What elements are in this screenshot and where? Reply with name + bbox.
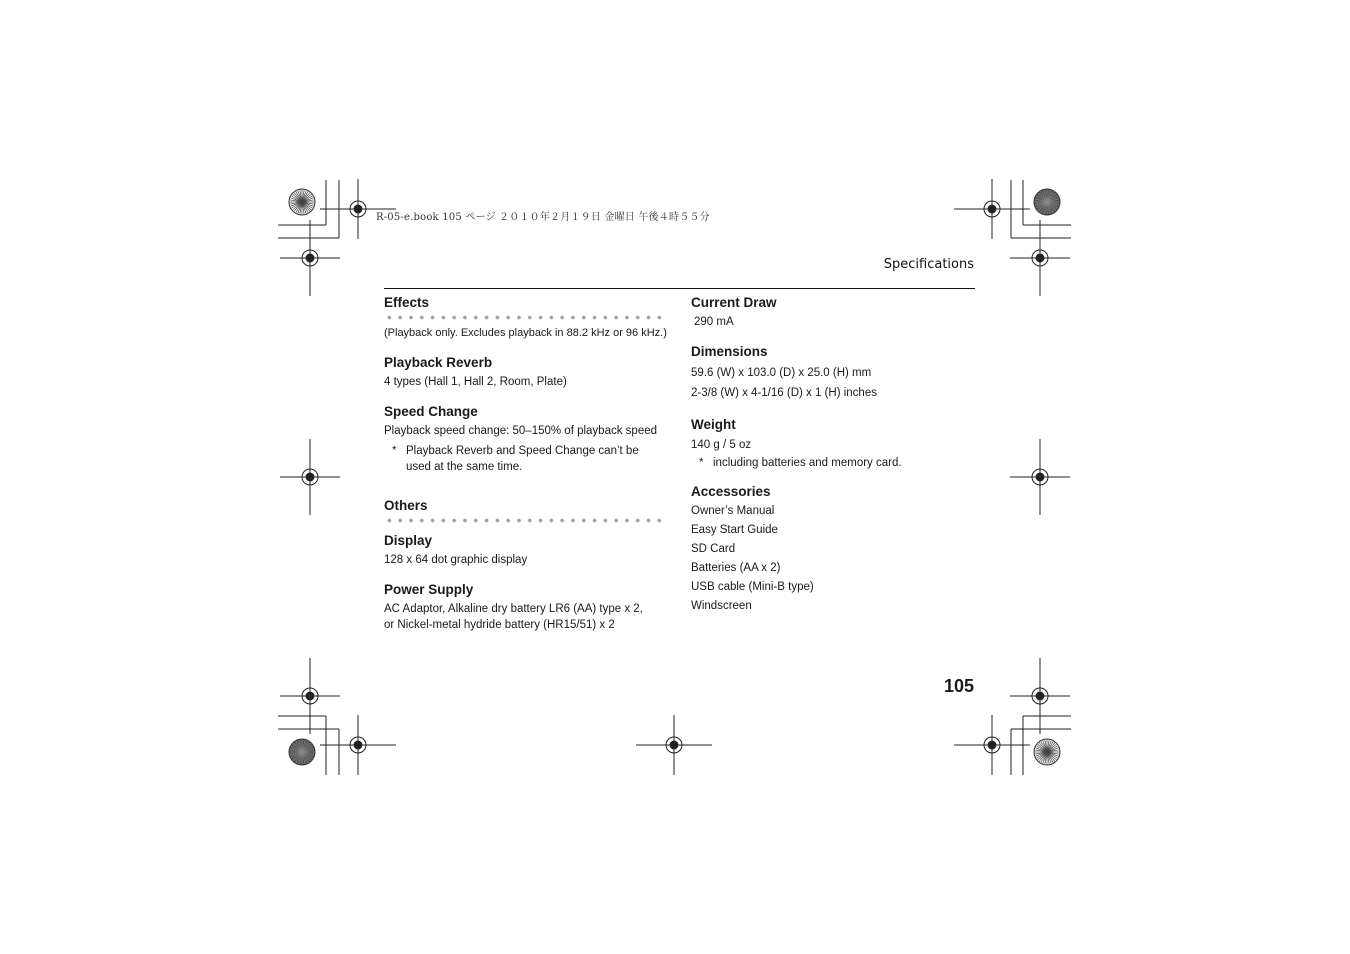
heading-playback-reverb: Playback Reverb <box>384 355 493 370</box>
text-speed-change: Playback speed change: 50–150% of playback speed <box>384 425 658 437</box>
footnote-weight <box>691 455 976 471</box>
text-weight: 140 g / 5 oz <box>691 439 752 451</box>
footnote-text: including batteries and memory card. <box>713 457 902 469</box>
star-wheel-icon <box>289 739 315 765</box>
star-wheel-icon <box>1034 739 1060 765</box>
footnote-mark: * <box>392 445 397 457</box>
page-number: 105 <box>943 676 974 696</box>
registration-target-icon <box>1010 439 1070 515</box>
text-playback-reverb: 4 types (Hall 1, Hall 2, Room, Plate) <box>384 376 567 388</box>
heading-dimensions: Dimensions <box>691 344 768 359</box>
list-item: Easy Start Guide <box>691 524 778 536</box>
text-current-draw: 290 mA <box>694 316 734 328</box>
section-dotted-rule <box>384 314 666 321</box>
registration-target-icon <box>1010 220 1070 296</box>
star-wheel-icon <box>1034 189 1060 215</box>
star-wheel-icon <box>289 189 315 215</box>
list-item: Batteries (AA x 2) <box>691 562 781 574</box>
registration-target-icon <box>1010 658 1070 734</box>
registration-target-icon <box>954 715 1030 775</box>
list-item: Owner’s Manual <box>691 505 775 517</box>
running-head: Specifications <box>883 257 974 272</box>
registration-target-icon <box>320 715 396 775</box>
registration-target-icon <box>954 179 1030 239</box>
footnote-mark: * <box>699 457 704 469</box>
registration-target-icon <box>280 439 340 515</box>
effects-note: (Playback only. Excludes playback in 88.2 kHz or 96 kHz.) <box>384 327 667 339</box>
heading-accessories: Accessories <box>691 484 771 499</box>
heading-speed-change: Speed Change <box>384 404 478 419</box>
text-display: 128 x 64 dot graphic display <box>384 554 528 566</box>
right-column <box>691 294 976 616</box>
heading-power-supply: Power Supply <box>384 582 474 597</box>
text-power-supply-line2: or Nickel-metal hydride battery (HR15/51) x 2 <box>384 619 615 631</box>
list-item: USB cable (Mini-B type) <box>691 581 814 593</box>
header-rule <box>384 288 975 289</box>
accessories-list <box>691 502 976 616</box>
heading-weight: Weight <box>691 417 736 432</box>
footnote-text: Playback Reverb and Speed Change can’t be used at the same time. <box>406 445 639 473</box>
registration-target-icon <box>280 220 340 296</box>
print-header: R-05-e.book 105 ページ ２０１０年２月１９日 金曜日 午後４時５５分 <box>376 212 710 223</box>
left-column <box>384 294 669 633</box>
registration-target-icon <box>280 658 340 734</box>
section-title-effects: Effects <box>384 295 430 310</box>
heading-display: Display <box>384 533 433 548</box>
text-power-supply-line1: AC Adaptor, Alkaline dry battery LR6 (AA) type x 2, <box>384 603 643 615</box>
section-dotted-rule <box>384 517 666 524</box>
list-item: Windscreen <box>691 600 752 612</box>
registration-target-icon <box>636 715 712 775</box>
footnote-speed-change <box>384 443 669 475</box>
section-title-others: Others <box>384 498 428 513</box>
text-dimensions-metric: 59.6 (W) x 103.0 (D) x 25.0 (H) mm <box>691 367 872 379</box>
text-dimensions-imperial: 2-3/8 (W) x 4-1/16 (D) x 1 (H) inches <box>691 387 877 399</box>
heading-current-draw: Current Draw <box>691 295 777 310</box>
list-item: SD Card <box>691 543 736 555</box>
